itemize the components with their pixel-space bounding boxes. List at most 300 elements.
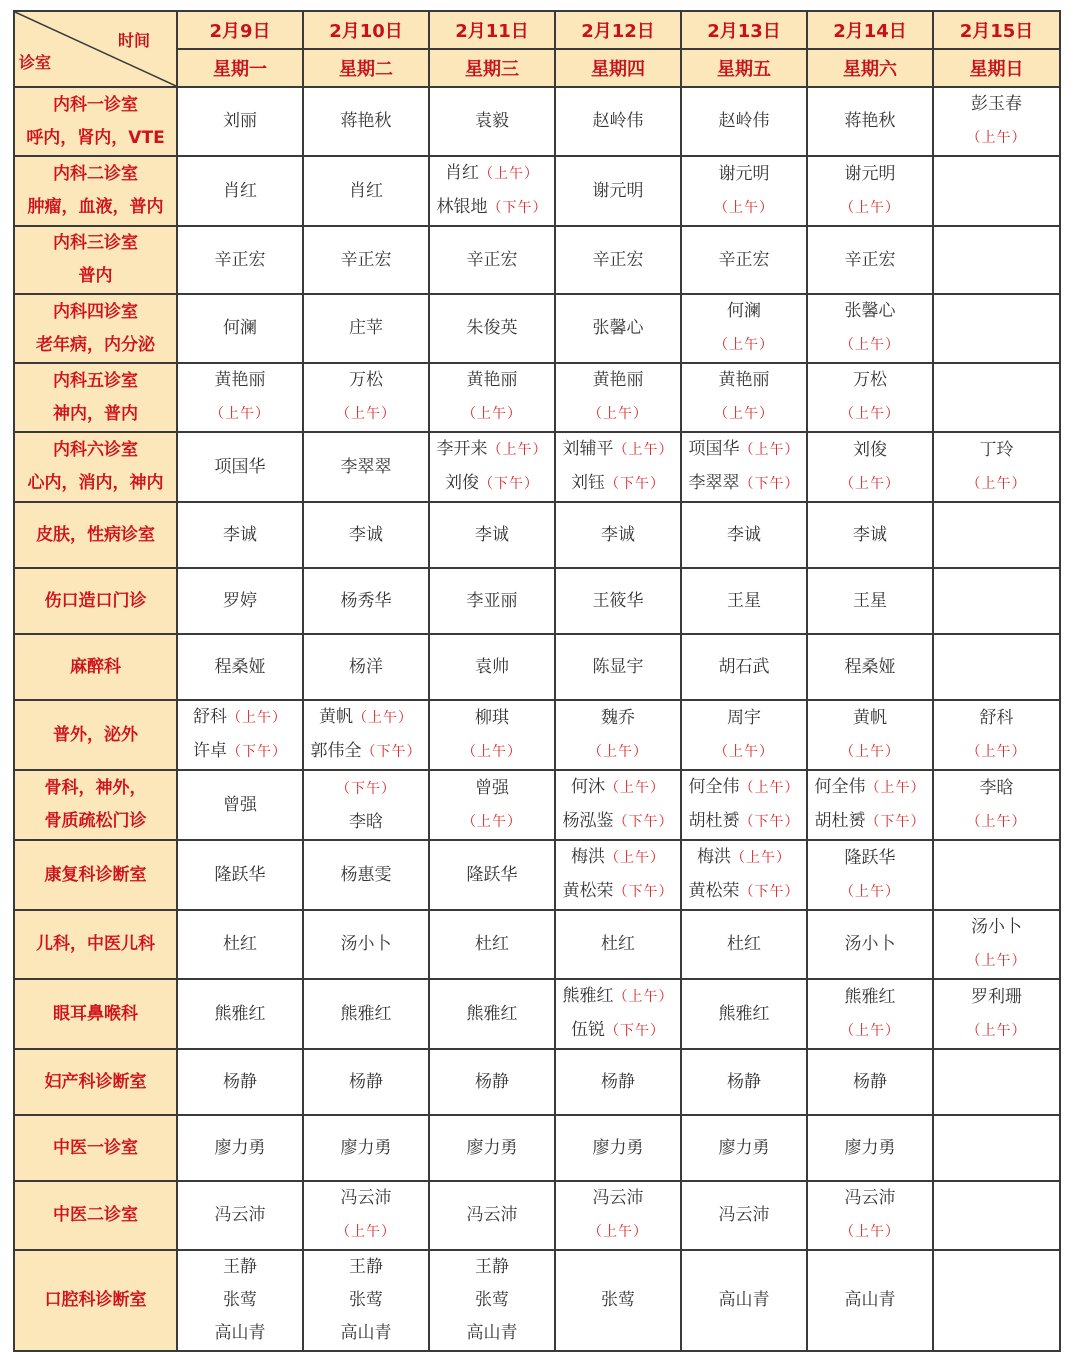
doctor-name: 蒋艳秋 [340, 111, 392, 131]
cell-line [304, 772, 428, 806]
cell-line [808, 191, 932, 225]
cell-line [430, 191, 554, 225]
doctor-name: 隆跃华 [466, 864, 518, 885]
shift-label: （上午） [840, 1224, 900, 1240]
doctor-cell [555, 1115, 681, 1181]
shift-label: （上午） [479, 166, 539, 182]
doctor-name: 李亚丽 [466, 590, 518, 611]
doctor-name: 柳琪 [475, 707, 509, 728]
doctor-cell [933, 770, 1060, 840]
cell-line [304, 735, 428, 769]
shift-label: （上午） [840, 475, 900, 492]
doctor-cell [681, 226, 807, 294]
doctor-name: 张莺 [349, 1290, 383, 1310]
cell-line [178, 1066, 302, 1099]
cell-line [430, 651, 554, 684]
cell-line [682, 244, 806, 277]
shift-label: （下午） [739, 814, 800, 830]
shift-label: （上午） [487, 442, 548, 458]
cell-line [556, 651, 680, 684]
department-label: 伤口造口门诊 [44, 590, 147, 611]
doctor-cell [933, 979, 1060, 1049]
doctor-name: 冯云沛 [718, 1205, 770, 1225]
doctor-cell [933, 910, 1060, 979]
doctor-cell [429, 910, 555, 979]
cell-line [430, 157, 554, 191]
doctor-name: 辛正宏 [214, 249, 266, 270]
doctor-name: 黄帆 [853, 707, 887, 728]
doctor-cell [429, 979, 555, 1049]
cell-line [934, 805, 1059, 839]
department-label: 心内，消内，神内 [27, 473, 164, 493]
cell-line [304, 651, 428, 684]
doctor-cell [933, 363, 1060, 432]
department-label: 皮肤，性病诊室 [36, 524, 155, 545]
doctor-name: 辛正宏 [340, 249, 392, 270]
schedule-row [14, 770, 1060, 840]
department-label: 内科四诊室 [53, 301, 138, 322]
doctor-cell [555, 432, 681, 502]
doctor-cell [933, 1181, 1060, 1250]
doctor-name: 熊雅红 [214, 1003, 266, 1024]
doctor-name: 李诚 [349, 524, 383, 545]
cell-line [304, 1215, 428, 1249]
shift-label: （下午） [361, 744, 422, 760]
doctor-cell [807, 634, 933, 700]
doctor-cell [429, 226, 555, 294]
weekday-header: 星期六 [807, 49, 933, 87]
cell-line [808, 928, 932, 961]
doctor-cell [177, 1115, 303, 1181]
doctor-cell [807, 1181, 933, 1250]
doctor-cell [555, 770, 681, 840]
shift-label: （上午） [227, 710, 287, 726]
cell-line [304, 364, 428, 397]
cell-line [178, 1132, 302, 1165]
cell-line [178, 175, 302, 208]
date-header: 2月15日 [933, 11, 1060, 49]
cell-line [934, 911, 1059, 944]
schedule-row [14, 568, 1060, 634]
doctor-name: 高山青 [466, 1323, 518, 1343]
department-cell [14, 363, 177, 432]
doctor-cell [429, 432, 555, 502]
cell-line [682, 771, 806, 805]
shift-label: （上午） [739, 442, 800, 458]
doctor-cell [177, 87, 303, 156]
cell-line [934, 1014, 1059, 1048]
cell-line [808, 295, 932, 328]
doctor-cell [681, 87, 807, 156]
cell-line [934, 467, 1059, 501]
doctor-name: 辛正宏 [466, 249, 518, 270]
doctor-name: 冯云沛 [592, 1188, 644, 1208]
doctor-cell [429, 840, 555, 910]
shift-label: （上午） [840, 199, 900, 216]
doctor-name: 魏乔 [601, 707, 635, 728]
doctor-cell [555, 1250, 681, 1351]
doctor-cell [681, 1250, 807, 1351]
doctor-cell [177, 156, 303, 226]
doctor-cell [177, 700, 303, 770]
doctor-name: 张莺 [223, 1290, 257, 1310]
cell-line [556, 467, 680, 501]
doctor-name: 庄苹 [349, 318, 383, 338]
doctor-cell [303, 568, 429, 634]
cell-line [178, 1199, 302, 1232]
doctor-cell [303, 979, 429, 1049]
department-label: 内科三诊室 [53, 233, 138, 253]
department-label: 骨科，神外， [44, 778, 147, 798]
doctor-name: 高山青 [718, 1290, 770, 1310]
cell-line [556, 1284, 680, 1317]
cell-line [808, 434, 932, 467]
cell-line [178, 364, 302, 397]
cell-line [556, 105, 680, 138]
department-cell [14, 1115, 177, 1181]
doctor-name: 许卓 [193, 741, 227, 761]
cell-line [934, 772, 1059, 805]
doctor-name: 熊雅红 [718, 1003, 770, 1024]
shift-label: （上午） [353, 710, 413, 726]
cell-line [430, 312, 554, 345]
cell-line [808, 735, 932, 769]
cell-line [808, 585, 932, 618]
cell-line [430, 585, 554, 618]
doctor-name: 王筱华 [592, 590, 644, 611]
cell-line [934, 434, 1059, 467]
doctor-cell [429, 770, 555, 840]
doctor-name: 熊雅红 [844, 986, 896, 1007]
cell-line [682, 841, 806, 875]
shift-label: （上午） [840, 883, 900, 900]
doctor-name: 丁玲 [979, 439, 1014, 460]
doctor-name: 杨秀华 [340, 590, 392, 611]
doctor-cell [177, 432, 303, 502]
doctor-name: 刘俊 [445, 473, 479, 493]
schedule-row [14, 840, 1060, 910]
cell-line [682, 158, 806, 191]
doctor-cell [681, 700, 807, 770]
department-label: 肿瘤，血液，普内 [27, 197, 164, 217]
weekday-header: 星期五 [681, 49, 807, 87]
department-cell [14, 432, 177, 502]
schedule-row [14, 226, 1060, 294]
doctor-name: 王星 [727, 590, 761, 611]
doctor-name: 王静 [223, 1257, 257, 1277]
doctor-cell [555, 87, 681, 156]
doctor-name: 冯云沛 [340, 1188, 392, 1208]
doctor-cell [555, 363, 681, 432]
doctor-name: 袁毅 [475, 111, 509, 131]
doctor-name: 胡石武 [718, 656, 770, 677]
doctor-cell [933, 226, 1060, 294]
cell-line [430, 928, 554, 961]
doctor-name: 廖力勇 [844, 1137, 896, 1158]
cell-line [430, 105, 554, 138]
cell-line [178, 1317, 302, 1350]
doctor-cell [933, 568, 1060, 634]
cell-line [682, 702, 806, 735]
doctor-cell [933, 1250, 1060, 1351]
doctor-cell [807, 979, 933, 1049]
department-cell [14, 634, 177, 700]
doctor-name: 谢元明 [844, 163, 896, 184]
doctor-cell [681, 502, 807, 568]
cell-line [682, 1284, 806, 1317]
doctor-cell [933, 432, 1060, 502]
doctor-name: 李诚 [223, 524, 257, 545]
doctor-name: 汤小卜 [340, 934, 392, 954]
cell-line [430, 1066, 554, 1099]
doctor-name: 李诚 [475, 524, 509, 545]
doctor-name: 蒋艳秋 [844, 111, 896, 131]
shift-label: （上午） [336, 1224, 396, 1240]
shift-label: （上午） [605, 850, 665, 866]
department-label: 神内，普内 [53, 403, 138, 424]
cell-line [556, 364, 680, 397]
doctor-name: 李诚 [601, 524, 635, 545]
cell-line [304, 397, 428, 431]
doctor-name: 熊雅红 [562, 986, 614, 1006]
doctor-name: 汤小卜 [844, 934, 896, 954]
cell-line [430, 735, 554, 769]
cell-line [556, 433, 680, 467]
weekday-header: 星期二 [303, 49, 429, 87]
cell-line [556, 1182, 680, 1215]
cell-line [808, 328, 932, 362]
cell-line [934, 702, 1059, 735]
weekday-header: 星期日 [933, 49, 1060, 87]
department-cell [14, 979, 177, 1049]
diagonal-divider [15, 12, 176, 86]
doctor-cell [555, 568, 681, 634]
doctor-cell [933, 87, 1060, 156]
doctor-name: 高山青 [214, 1323, 266, 1343]
doctor-cell [177, 1049, 303, 1115]
shift-label: （上午） [613, 442, 674, 458]
cell-line [682, 467, 806, 501]
department-cell [14, 226, 177, 294]
doctor-name: 辛正宏 [592, 249, 644, 270]
schedule-row [14, 634, 1060, 700]
doctor-name: 辛正宏 [718, 249, 770, 270]
doctor-cell [303, 294, 429, 363]
cell-line [556, 841, 680, 875]
doctor-cell [177, 502, 303, 568]
doctor-name: 冯云沛 [844, 1188, 896, 1208]
doctor-cell [429, 87, 555, 156]
department-cell [14, 1181, 177, 1250]
cell-line [808, 981, 932, 1014]
cell-line [808, 519, 932, 552]
doctor-name: 谢元明 [592, 180, 644, 201]
doctor-name: 何澜 [223, 318, 257, 338]
cell-line [304, 1284, 428, 1317]
doctor-name: 黄松荣 [562, 881, 614, 901]
doctor-name: 隆跃华 [844, 847, 896, 868]
cell-line [934, 735, 1059, 769]
doctor-cell [177, 634, 303, 700]
doctor-cell [303, 840, 429, 910]
doctor-cell [933, 294, 1060, 363]
cell-line [808, 467, 932, 501]
doctor-cell [177, 226, 303, 294]
date-header: 2月11日 [429, 11, 555, 49]
doctor-name: 张馨心 [592, 318, 644, 338]
shift-label: （上午） [966, 475, 1027, 492]
cell-line [808, 1215, 932, 1249]
cell-line [430, 467, 554, 501]
cell-line [178, 397, 302, 431]
department-label: 眼耳鼻喉科 [53, 1003, 138, 1024]
cell-line [808, 105, 932, 138]
doctor-name: 朱俊英 [466, 318, 518, 338]
doctor-name: 高山青 [340, 1323, 392, 1343]
doctor-cell [555, 502, 681, 568]
doctor-cell [933, 502, 1060, 568]
doctor-name: 杜红 [601, 934, 635, 954]
doctor-cell [807, 294, 933, 363]
doctor-cell [681, 1049, 807, 1115]
doctor-cell [555, 1181, 681, 1250]
doctor-cell [177, 363, 303, 432]
doctor-cell [303, 1181, 429, 1250]
doctor-cell [807, 432, 933, 502]
doctor-cell [933, 634, 1060, 700]
cell-line [808, 1132, 932, 1165]
cell-line [430, 1251, 554, 1284]
doctor-name: 刘钰 [571, 473, 605, 493]
schedule-row [14, 87, 1060, 156]
shift-label: （上午） [613, 989, 674, 1005]
doctor-name: 胡杜赟 [688, 811, 740, 831]
cell-line [430, 998, 554, 1031]
doctor-cell [807, 568, 933, 634]
shift-label: （下午） [613, 884, 674, 900]
cell-line [556, 702, 680, 735]
doctor-name: 辛正宏 [844, 249, 896, 270]
cell-line [808, 771, 932, 805]
department-label: 中医二诊室 [53, 1205, 138, 1225]
date-header: 2月9日 [177, 11, 303, 49]
shift-label: （上午） [731, 850, 791, 866]
doctor-name: 王星 [853, 590, 887, 611]
cell-line [178, 928, 302, 961]
department-cell [14, 700, 177, 770]
shift-label: （上午） [336, 406, 396, 422]
doctor-name: 曾强 [223, 794, 257, 815]
department-label: 妇产科诊断室 [44, 1071, 147, 1092]
date-header: 2月14日 [807, 11, 933, 49]
doctor-name: 何沐 [571, 777, 605, 797]
cell-line [808, 1284, 932, 1317]
shift-label: （上午） [714, 743, 774, 760]
doctor-cell [555, 1049, 681, 1115]
cell-line [556, 980, 680, 1014]
doctor-cell [303, 910, 429, 979]
schedule-row [14, 910, 1060, 979]
schedule-row [14, 1250, 1060, 1351]
schedule-row [14, 979, 1060, 1049]
shift-label: （上午） [462, 813, 522, 830]
doctor-name: 冯云沛 [214, 1205, 266, 1225]
shift-label: （下午） [739, 476, 800, 492]
doctor-name: 张馨心 [844, 301, 896, 321]
cell-line [808, 1182, 932, 1215]
shift-label: （上午） [966, 130, 1027, 146]
doctor-name: 李诚 [853, 524, 887, 545]
doctor-name: 廖力勇 [466, 1137, 518, 1158]
doctor-name: 舒科 [193, 707, 227, 727]
doctor-cell [177, 1250, 303, 1351]
shift-label: （上午） [865, 780, 926, 796]
cell-line [556, 397, 680, 431]
cell-line [682, 433, 806, 467]
cell-line [556, 735, 680, 769]
shift-label: （上午） [739, 780, 800, 796]
doctor-name: 廖力勇 [214, 1137, 266, 1158]
shift-label: （上午） [714, 199, 774, 216]
cell-line [430, 1284, 554, 1317]
doctor-name: 汤小卜 [971, 917, 1022, 937]
cell-line [304, 1182, 428, 1215]
cell-line [682, 928, 806, 961]
shift-label: （下午） [739, 884, 800, 900]
schedule-row [14, 156, 1060, 226]
weekday-header: 星期三 [429, 49, 555, 87]
schedule-row [14, 1181, 1060, 1250]
doctor-name: 周宇 [727, 707, 761, 728]
doctor-cell [177, 979, 303, 1049]
cell-line [304, 1251, 428, 1284]
department-cell [14, 770, 177, 840]
cell-line [304, 244, 428, 277]
cell-line [304, 312, 428, 345]
doctor-cell [807, 910, 933, 979]
doctor-name: 舒科 [979, 707, 1014, 728]
doctor-cell [807, 700, 933, 770]
cell-line [430, 859, 554, 892]
cell-line [682, 805, 806, 839]
doctor-name: 肖红 [223, 180, 257, 201]
cell-line [556, 875, 680, 909]
doctor-cell [807, 840, 933, 910]
cell-line [556, 805, 680, 839]
cell-line [682, 397, 806, 431]
doctor-name: 王静 [475, 1257, 509, 1277]
doctor-name: 李开来 [436, 439, 488, 459]
doctor-cell [681, 634, 807, 700]
department-cell [14, 1049, 177, 1115]
department-label: 中医一诊室 [53, 1137, 138, 1158]
cell-line [682, 519, 806, 552]
cell-line [682, 585, 806, 618]
doctor-name: 梅洪 [571, 847, 605, 867]
doctor-name: 赵岭伟 [718, 111, 770, 131]
doctor-cell [303, 432, 429, 502]
department-cell [14, 910, 177, 979]
cell-line [304, 928, 428, 961]
cell-line [556, 1215, 680, 1249]
doctor-name: 万松 [349, 370, 383, 390]
shift-label: （上午） [714, 337, 774, 353]
cell-line [430, 364, 554, 397]
doctor-name: 黄艳丽 [592, 370, 644, 390]
clinic-schedule-table [13, 10, 1061, 1352]
doctor-name: 黄艳丽 [718, 370, 770, 390]
doctor-cell [933, 156, 1060, 226]
